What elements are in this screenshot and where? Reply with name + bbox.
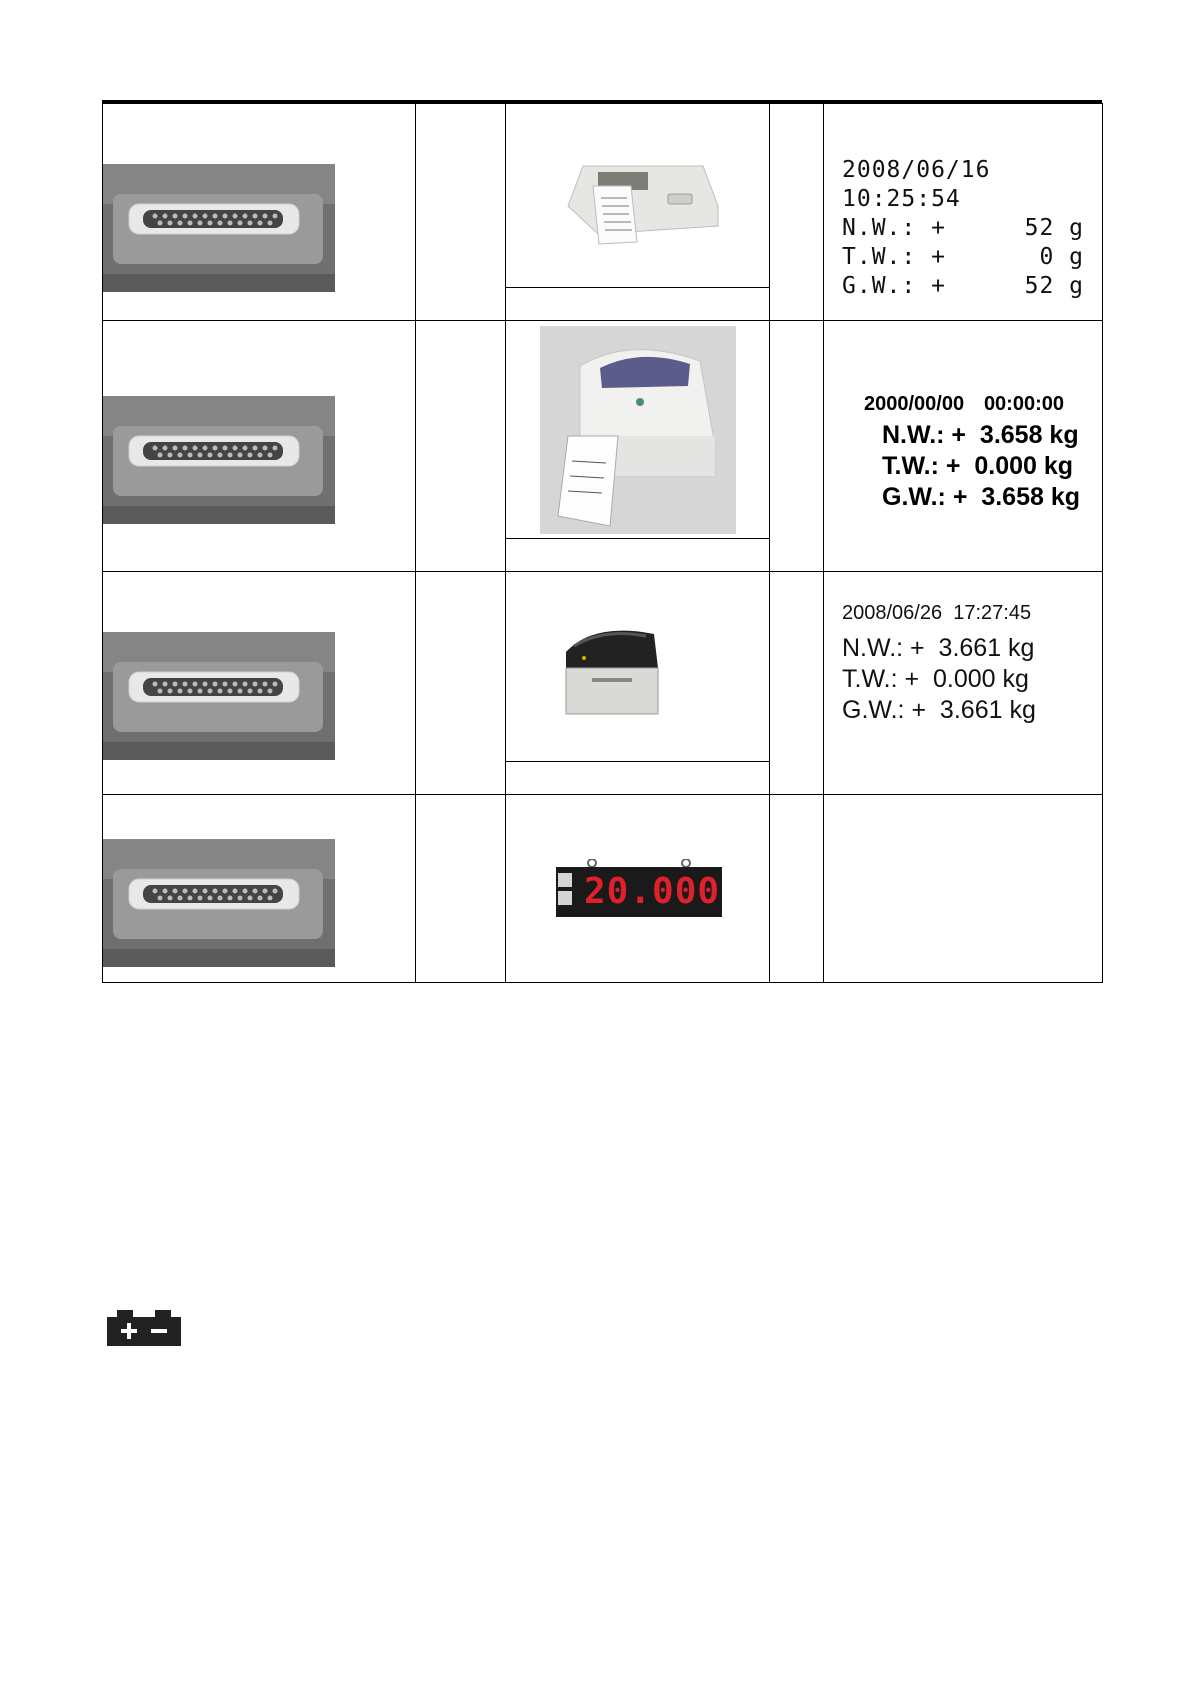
printout-cell-1 bbox=[824, 104, 1103, 321]
empty-cell bbox=[416, 321, 506, 572]
empty-cell bbox=[416, 104, 506, 321]
printout-time: 10:25:54 bbox=[842, 186, 961, 212]
printout-line-value: 52 g bbox=[1024, 215, 1084, 241]
printout-datetime: 2008/06/26 17:27:45 bbox=[842, 602, 1032, 624]
empty-cell bbox=[824, 795, 1103, 983]
connector-cell bbox=[103, 572, 416, 795]
connector-cell bbox=[103, 321, 416, 572]
printout-line: N.W.: + 3.658 kg bbox=[882, 421, 1079, 449]
printout-line-label: G.W.: + bbox=[842, 273, 946, 299]
empty-cell bbox=[770, 572, 824, 795]
table-row bbox=[103, 321, 1103, 572]
printout-cell-2 bbox=[824, 321, 1103, 572]
printout-line-value: 0 g bbox=[1039, 244, 1084, 270]
printout-sample-3 bbox=[842, 602, 1084, 726]
printout-date: 2008/06/16 bbox=[842, 157, 991, 183]
empty-cell bbox=[770, 104, 824, 321]
db25-connector-photo bbox=[103, 839, 335, 967]
empty-cell bbox=[770, 795, 824, 983]
remote-display-photo bbox=[556, 859, 722, 917]
db25-connector-photo bbox=[103, 396, 335, 524]
db25-connector-photo bbox=[103, 164, 335, 292]
mini-printer-photo bbox=[553, 146, 723, 246]
peripheral-table bbox=[102, 103, 1103, 983]
printout-line: G.W.: + 3.658 kg bbox=[882, 483, 1080, 511]
printout-line: T.W.: + 0.000 kg bbox=[842, 665, 1029, 693]
printout-time: 00:00:00 bbox=[983, 393, 1064, 415]
device-cell bbox=[506, 572, 770, 795]
device-cell bbox=[506, 321, 770, 572]
table-row bbox=[103, 795, 1103, 983]
battery-icon bbox=[107, 1310, 181, 1346]
empty-cell bbox=[416, 795, 506, 983]
printout-line-label: N.W.: + bbox=[842, 215, 946, 241]
db25-connector-photo bbox=[103, 632, 335, 760]
display-digits: 20.000 bbox=[584, 871, 721, 912]
printout-line: G.W.: + 3.661 kg bbox=[842, 696, 1036, 724]
empty-cell bbox=[770, 321, 824, 572]
desktop-printer-photo bbox=[554, 612, 664, 722]
printout-line-label: T.W.: + bbox=[842, 244, 946, 270]
label-printer-photo bbox=[540, 326, 736, 534]
printout-line: T.W.: + 0.000 kg bbox=[882, 452, 1074, 480]
table-row bbox=[103, 104, 1103, 321]
printout-cell-3 bbox=[824, 572, 1103, 795]
connector-cell bbox=[103, 104, 416, 321]
printout-sample-2 bbox=[842, 393, 1084, 513]
device-cell bbox=[506, 104, 770, 321]
printout-sample-1 bbox=[842, 156, 1084, 301]
empty-cell bbox=[416, 572, 506, 795]
printout-line: N.W.: + 3.661 kg bbox=[842, 634, 1035, 662]
printout-line-value: 52 g bbox=[1024, 273, 1084, 299]
table-row bbox=[103, 572, 1103, 795]
printout-date: 2000/00/00 bbox=[864, 393, 965, 415]
connector-cell bbox=[103, 795, 416, 983]
device-cell bbox=[506, 795, 770, 983]
